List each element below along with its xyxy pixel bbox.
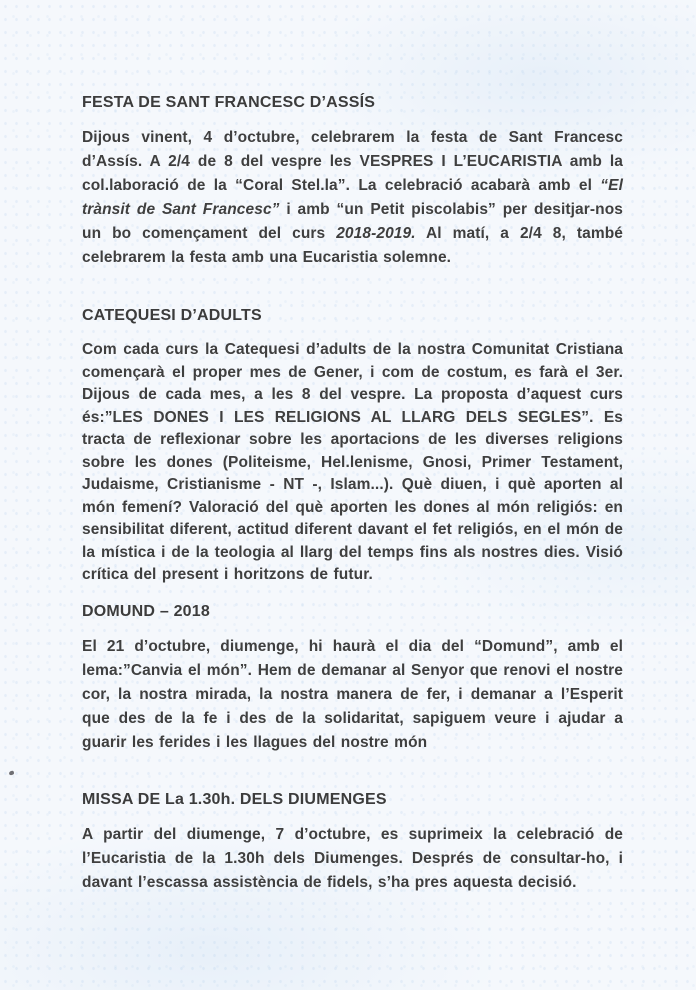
paragraph-text: A partir del diumenge, 7 d’octubre, es suprimeix la celebració de l’Eucaristia de la 1.30h dels Diumenges. Després de consultar-ho, i davant l’escassa assistència de fidels, s’ha pres aquesta decisió.: [82, 826, 623, 891]
section-festa-sant-francesc: [82, 93, 623, 270]
section-title: DOMUND – 2018: [82, 603, 210, 620]
section-title: CATEQUESI D’ADULTS: [82, 307, 262, 324]
section-catequesi-adults: [82, 306, 623, 587]
paragraph-text: Al matí, a 2/4 8, també celebrarem la festa amb una Eucaristia solemne.: [82, 225, 623, 266]
section-missa-130h: [82, 790, 623, 895]
paragraph-text: Com cada curs la Catequesi d’adults de la nostra Comunitat Cristiana començarà el proper mes de Gener, i com de costum, es farà el 3er. Dijous de cada mes, a les 8 del vespre. La proposta d’aquest curs és:”LES DONES I LES RELIGIONS AL LLARG DELS SEGLES”. Es tracta de reflexionar sobre les aportacions de les diverses religions sobre les dones (Politeisme, Hel.lenisme, Gnosi, Primer Testament, Judaisme, Cristianisme - NT -, Islam...). Què diuen, i què aporten al món femení? Valoració del què aporten les dones al món religiós: en sensibilitat diferent, actitud diferent davant el fet religiós, en el món de la mística i de la teologia al llarg del temps fins als nostres dies. Visió crítica del present i horitzons de futur.: [82, 341, 623, 583]
paragraph-text: El 21 d’octubre, diumenge, hi haurà el dia del “Domund”, amb el lema:”Canvia el món”. Hem de demanar al Senyor que renovi el nostre cor, la nostra mirada, la nostra manera de fer, i demanar a l’Esperit que des de la fe i des de la solidaritat, sapiguem veure i ajudar a guarir les ferides i les llagues del nostre món: [82, 638, 623, 751]
section-title: MISSA DE La 1.30h. DELS DIUMENGES: [82, 791, 387, 808]
section-paragraph: [82, 339, 623, 587]
paragraph-text: i amb “un Petit piscolabis” per desitjar-nos un bo començament del curs: [82, 201, 623, 242]
scan-artifact-dot: [9, 770, 15, 775]
paragraph-text-italic: 2018-2019.: [336, 225, 416, 242]
section-title: FESTA DE SANT FRANCESC D’ASSÍS: [82, 94, 376, 111]
section-domund-2018: [82, 602, 623, 755]
paragraph-text: Dijous vinent, 4 d’octubre, celebrarem la festa de Sant Francesc d’Assís. A 2/4 de 8 del vespre les VESPRES I L’EUCARISTIA amb la col.laboració de la “Coral Stel.la”. La celebració acabarà amb el: [82, 129, 623, 194]
section-paragraph: [82, 823, 623, 895]
paragraph-text-italic: “El trànsit de Sant Francesc”: [82, 177, 623, 218]
section-paragraph: [82, 126, 623, 270]
section-paragraph: [82, 635, 623, 755]
